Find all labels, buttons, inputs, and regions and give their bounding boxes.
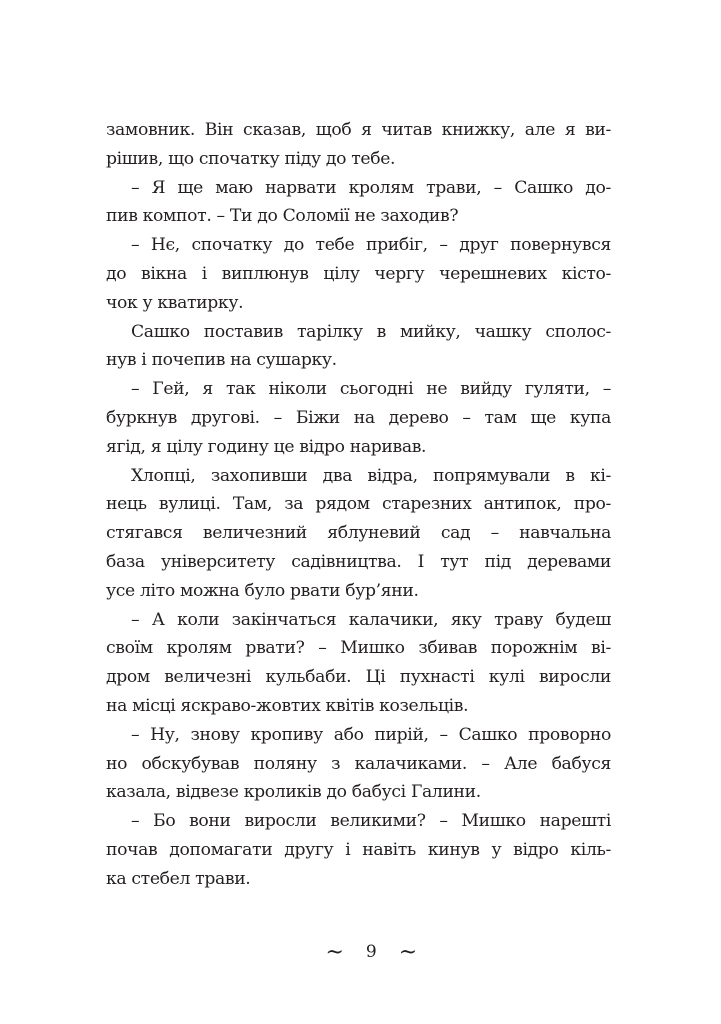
- text-line: на місці яскраво-жовтих квітів козельців.: [106, 695, 469, 716]
- text-line: рішив, що спочатку піду до тебе.: [106, 148, 396, 169]
- text-line: стягався величезний яблуневий сад – навчальна: [106, 523, 611, 544]
- text-line: Хлопці, захопивши два відра, попрямували в кі-: [131, 465, 611, 486]
- text-line: усе літо можна було рвати бур’яни.: [106, 580, 419, 601]
- text-line: почав допомагати другу і навіть кинув у відро кіль-: [106, 839, 611, 860]
- left-ornament: ~: [325, 940, 344, 965]
- text-line: нець вулиці. Там, за рядом старезних антипок, про-: [106, 494, 611, 515]
- text-line: – Нє, спочатку до тебе прибіг, – друг повернувся: [131, 235, 611, 256]
- text-line: буркнув другові. – Біжи на дерево – там ще купа: [106, 407, 611, 428]
- text-line: нув і почепив на сушарку.: [106, 350, 337, 371]
- text-line: ка стебел трави.: [106, 868, 251, 889]
- text-line: ягід, я цілу годину це відро наривав.: [106, 436, 427, 457]
- text-line: замовник. Він сказав, щоб я читав книжку, але я ви-: [106, 120, 611, 140]
- body-text: [106, 116, 611, 894]
- text-line: – Бо вони виросли великими? – Мишко нарешті: [131, 811, 611, 832]
- text-line: база університету садівництва. І тут під деревами: [106, 551, 611, 572]
- text-line: до вікна і виплюнув цілу чергу черешневих кісто-: [106, 263, 611, 284]
- text-line: Сашко поставив тарілку в мийку, чашку сполос-: [131, 321, 611, 342]
- page-number: 9: [365, 942, 377, 962]
- text-line: но обскубував поляну з калачиками. – Але бабуся: [106, 753, 611, 774]
- text-line: – Я ще маю нарвати кролям трави, – Сашко до-: [131, 177, 611, 198]
- text-line: дром величезні кульбаби. Ці пухнасті кулі виросли: [106, 667, 611, 688]
- page-footer: [0, 910, 721, 995]
- text-line: своїм кролям рвати? – Мишко збивав порожнім ві-: [106, 638, 611, 659]
- text-line: – Гей, я так ніколи сьогодні не вийду гуляти, –: [131, 379, 611, 400]
- text-line: – А коли закінчаться калачики, яку траву будеш: [131, 609, 611, 630]
- text-line: пив компот. – Ти до Соломії не заходив?: [106, 206, 459, 227]
- text-line: казала, відвезе кроликів до бабусі Галини.: [106, 782, 481, 803]
- text-line: чок у кватирку.: [106, 292, 244, 313]
- text-line: – Ну, знову кропиву або пирій, – Сашко проворно: [131, 724, 611, 745]
- right-ornament: ~: [398, 940, 418, 965]
